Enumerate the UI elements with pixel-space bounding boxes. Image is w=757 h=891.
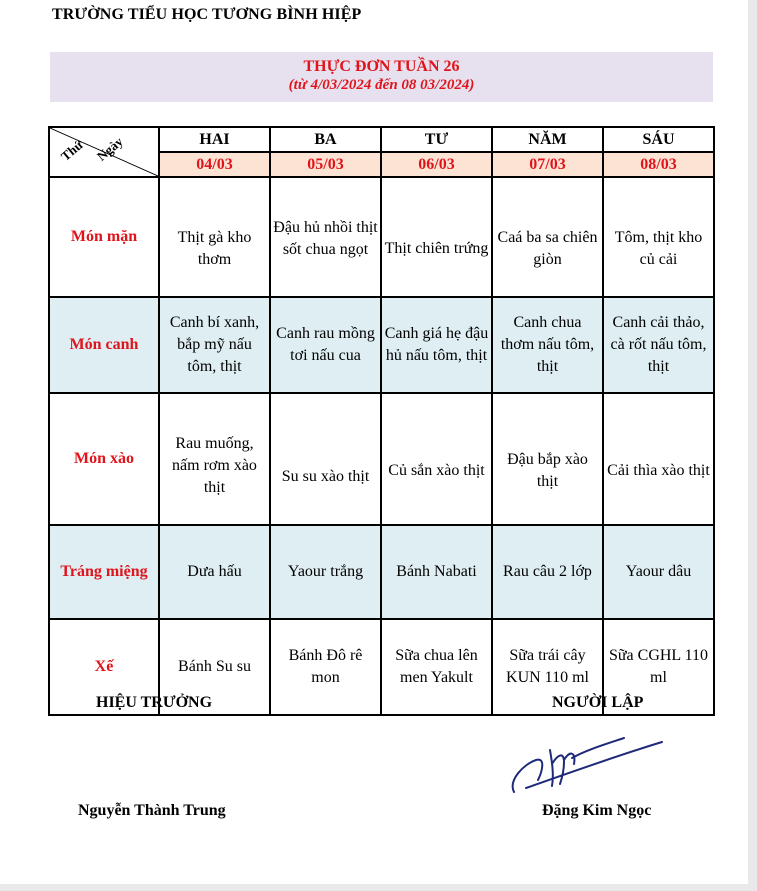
menu-cell: Canh rau mồng tơi nấu cua [270, 297, 381, 393]
day-name: HAI [159, 127, 270, 152]
day-date: 08/03 [603, 152, 714, 177]
principal-name: Nguyễn Thành Trung [78, 802, 226, 819]
row-label: Tráng miệng [49, 525, 159, 619]
menu-cell: Thịt chiên trứng [381, 177, 492, 297]
day-date: 07/03 [492, 152, 603, 177]
menu-cell: Yaour dâu [603, 525, 714, 619]
title-box [50, 52, 713, 102]
menu-date-range: (từ 4/03/2024 đến 08 03/2024) [288, 77, 475, 93]
preparer-signature [506, 730, 666, 800]
menu-cell: Canh bí xanh, bắp mỹ nấu tôm, thịt [159, 297, 270, 393]
menu-cell: Đậu hủ nhồi thịt sốt chua ngọt [270, 177, 381, 297]
menu-cell: Su su xào thịt [270, 393, 381, 525]
menu-cell: Sữa trái cây KUN 110 ml [492, 619, 603, 715]
menu-cell: Sữa chua lên men Yakult [381, 619, 492, 715]
preparer-title: NGƯỜI LẬP [552, 694, 644, 711]
menu-cell: Đậu bắp xào thịt [492, 393, 603, 525]
menu-cell: Bánh Su su [159, 619, 270, 715]
principal-title: HIỆU TRƯỞNG [96, 694, 213, 711]
day-name-row [49, 127, 714, 152]
preparer-name: Đặng Kim Ngọc [542, 802, 652, 819]
menu-cell: Bánh Nabati [381, 525, 492, 619]
day-name: NĂM [492, 127, 603, 152]
day-name: TƯ [381, 127, 492, 152]
menu-cell: Cải thìa xào thịt [603, 393, 714, 525]
menu-cell: Yaour trắng [270, 525, 381, 619]
menu-cell: Củ sắn xào thịt [381, 393, 492, 525]
school-name: TRƯỜNG TIỂU HỌC TƯƠNG BÌNH HIỆP [52, 6, 362, 23]
row-trang-mieng [49, 525, 714, 619]
corner-label-thu: Thứ [57, 137, 86, 164]
row-mon-xao [49, 393, 714, 525]
menu-cell: Canh chua thơm nấu tôm, thịt [492, 297, 603, 393]
day-date: 05/03 [270, 152, 381, 177]
row-label: Món mặn [49, 177, 159, 297]
menu-cell: Caá ba sa chiên giòn [492, 177, 603, 297]
menu-cell: Dưa hấu [159, 525, 270, 619]
menu-cell: Bánh Đô rê mon [270, 619, 381, 715]
row-label: Món xào [49, 393, 159, 525]
weekly-menu-table [48, 126, 715, 716]
corner-cell [49, 127, 159, 177]
day-date: 04/03 [159, 152, 270, 177]
row-label: Món canh [49, 297, 159, 393]
menu-cell: Rau muống, nấm rơm xào thịt [159, 393, 270, 525]
menu-cell: Sữa CGHL 110 ml [603, 619, 714, 715]
menu-cell: Canh cải thảo, cà rốt nấu tôm, thịt [603, 297, 714, 393]
day-name: BA [270, 127, 381, 152]
row-mon-canh [49, 297, 714, 393]
menu-cell: Thịt gà kho thơm [159, 177, 270, 297]
menu-cell: Canh giá hẹ đậu hủ nấu tôm, thịt [381, 297, 492, 393]
day-name: SÁU [603, 127, 714, 152]
day-date: 06/03 [381, 152, 492, 177]
menu-cell: Rau câu 2 lớp [492, 525, 603, 619]
menu-title: THỰC ĐƠN TUẦN 26 [303, 58, 460, 75]
menu-cell: Tôm, thịt kho củ cải [603, 177, 714, 297]
corner-label-ngay: Ngày [93, 133, 126, 164]
row-label: Xế [49, 619, 159, 715]
row-mon-man [49, 177, 714, 297]
